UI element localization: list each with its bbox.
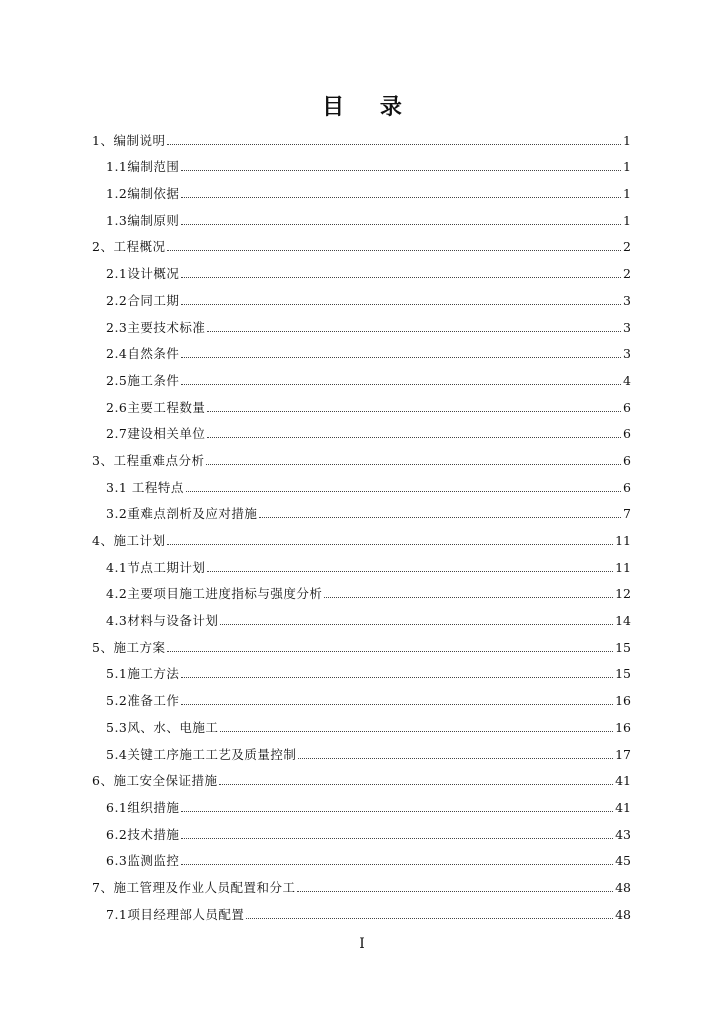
toc-entry-label: 3.2重难点剖析及应对措施: [106, 506, 258, 522]
toc-entry-page: 48: [615, 879, 631, 895]
toc-entry-page: 6: [623, 479, 631, 495]
toc-entry-label: 4、施工计划: [92, 533, 166, 548]
toc-dot-leader: [167, 544, 613, 545]
toc-dot-leader: [220, 731, 613, 732]
toc-entry-page: 15: [615, 639, 631, 655]
toc-entry-page: 1: [623, 186, 631, 202]
toc-subsection-entry[interactable]: [92, 844, 631, 871]
toc-entry-label: 2.7建设相关单位: [106, 426, 206, 442]
toc-subsection-entry[interactable]: [92, 390, 631, 417]
toc-dot-leader: [181, 224, 621, 225]
toc-dot-leader: [207, 571, 613, 572]
toc-entry-label: 2.3主要技术标准: [106, 319, 206, 335]
toc-entry-page: 6: [623, 426, 631, 442]
toc-entry-label: 3.1 工程特点: [106, 479, 184, 495]
toc-entry-label: 5、施工方案: [92, 639, 166, 655]
toc-entry-page: 1: [623, 212, 631, 228]
toc-subsection-entry[interactable]: [92, 710, 631, 737]
toc-dot-leader: [167, 250, 621, 251]
toc-entry-label: 3、工程重难点分析: [92, 452, 205, 468]
toc-entry-label: 1.1编制范围: [106, 159, 180, 175]
toc-entry-page: 48: [615, 906, 631, 922]
toc-dot-leader: [181, 170, 621, 171]
toc-entry-page: 11: [615, 533, 631, 548]
toc-dot-leader: [167, 651, 613, 652]
toc-entry-page: 16: [615, 693, 631, 709]
toc-section-entry[interactable]: [92, 123, 631, 150]
toc-entry-page: 6: [623, 452, 631, 468]
toc-entry-label: 2.1设计概况: [106, 266, 180, 282]
toc-section-entry[interactable]: [92, 443, 631, 470]
toc-subsection-entry[interactable]: [92, 310, 631, 337]
toc-entry-label: 4.3材料与设备计划: [106, 613, 219, 629]
toc-entry-label: 5.1施工方法: [106, 666, 180, 682]
toc-dot-leader: [219, 784, 613, 785]
toc-entry-label: 2.6主要工程数量: [106, 399, 206, 415]
toc-entry-label: 7、施工管理及作业人员配置和分工: [92, 879, 296, 895]
toc-dot-leader: [181, 677, 613, 678]
toc-entry-page: 2: [623, 239, 631, 255]
toc-entry-label: 5.2准备工作: [106, 693, 180, 709]
toc-entry-label: 5.3风、水、电施工: [106, 719, 219, 735]
toc-section-entry[interactable]: [92, 523, 631, 550]
toc-entry-label: 4.1节点工期计划: [106, 559, 206, 575]
table-of-contents: [92, 123, 631, 924]
toc-entry-label: 2.2合同工期: [106, 292, 180, 308]
toc-entry-page: 4: [623, 372, 631, 388]
toc-entry-page: 3: [623, 292, 631, 308]
toc-subsection-entry[interactable]: [92, 603, 631, 630]
toc-dot-leader: [259, 517, 621, 518]
toc-entry-label: 6、施工安全保证措施: [92, 773, 218, 789]
toc-entry-page: 16: [615, 719, 631, 735]
toc-entry-page: 17: [615, 746, 631, 762]
toc-entry-label: 6.1组织措施: [106, 799, 180, 815]
toc-entry-page: 41: [615, 799, 631, 815]
toc-section-entry[interactable]: [92, 764, 631, 791]
toc-dot-leader: [181, 811, 613, 812]
toc-entry-label: 1.3编制原则: [106, 212, 180, 228]
toc-dot-leader: [206, 464, 621, 465]
toc-subsection-entry[interactable]: [92, 897, 631, 924]
toc-section-entry[interactable]: [92, 230, 631, 257]
toc-dot-leader: [207, 331, 621, 332]
toc-subsection-entry[interactable]: [92, 737, 631, 764]
toc-dot-leader: [181, 838, 613, 839]
page-number: I: [359, 936, 365, 952]
toc-entry-page: 14: [615, 613, 631, 629]
toc-subsection-entry[interactable]: [92, 577, 631, 604]
toc-entry-label: 2.4自然条件: [106, 346, 180, 362]
toc-entry-page: 1: [623, 159, 631, 175]
toc-dot-leader: [324, 597, 613, 598]
toc-subsection-entry[interactable]: [92, 790, 631, 817]
toc-entry-label: 1、编制说明: [92, 132, 166, 148]
toc-section-entry[interactable]: [92, 870, 631, 897]
toc-dot-leader: [207, 437, 621, 438]
toc-entry-label: 4.2主要项目施工进度指标与强度分析: [106, 586, 323, 602]
toc-entry-page: 43: [615, 826, 631, 842]
toc-entry-label: 5.4关键工序施工工艺及质量控制: [106, 746, 297, 762]
toc-subsection-entry[interactable]: [92, 337, 631, 364]
page-title: 目 录: [322, 95, 416, 120]
toc-subsection-entry[interactable]: [92, 550, 631, 577]
toc-entry-label: 6.3监测监控: [106, 853, 180, 869]
toc-entry-page: 15: [615, 666, 631, 682]
toc-dot-leader: [181, 277, 621, 278]
toc-subsection-entry[interactable]: [92, 176, 631, 203]
toc-entry-page: 12: [615, 586, 631, 602]
toc-dot-leader: [220, 624, 613, 625]
toc-entry-label: 2、工程概况: [92, 239, 166, 255]
toc-entry-page: 41: [615, 773, 631, 789]
toc-entry-page: 6: [623, 399, 631, 415]
toc-subsection-entry[interactable]: [92, 417, 631, 444]
toc-dot-leader: [246, 918, 613, 919]
toc-dot-leader: [181, 357, 621, 358]
toc-entry-label: 7.1项目经理部人员配置: [106, 906, 245, 922]
toc-entry-label: 6.2技术措施: [106, 826, 180, 842]
toc-dot-leader: [181, 384, 621, 385]
toc-entry-page: 7: [623, 506, 631, 522]
toc-subsection-entry[interactable]: [92, 283, 631, 310]
toc-entry-page: 45: [615, 853, 631, 869]
toc-entry-page: 11: [615, 559, 631, 575]
toc-dot-leader: [186, 491, 621, 492]
toc-dot-leader: [181, 197, 621, 198]
toc-subsection-entry[interactable]: [92, 683, 631, 710]
toc-subsection-entry[interactable]: [92, 497, 631, 524]
toc-entry-page: 3: [623, 346, 631, 362]
toc-subsection-entry[interactable]: [92, 470, 631, 497]
toc-dot-leader: [181, 304, 621, 305]
toc-entry-label: 2.5施工条件: [106, 372, 180, 388]
toc-entry-page: 3: [623, 319, 631, 335]
toc-dot-leader: [181, 864, 613, 865]
toc-subsection-entry[interactable]: [92, 256, 631, 283]
toc-subsection-entry[interactable]: [92, 657, 631, 684]
toc-dot-leader: [181, 704, 613, 705]
toc-subsection-entry[interactable]: [92, 817, 631, 844]
toc-entry-page: 1: [623, 132, 631, 148]
toc-dot-leader: [167, 144, 621, 145]
toc-subsection-entry[interactable]: [92, 150, 631, 177]
toc-dot-leader: [297, 891, 613, 892]
toc-section-entry[interactable]: [92, 630, 631, 657]
toc-entry-page: 2: [623, 266, 631, 282]
toc-entry-label: 1.2编制依据: [106, 186, 180, 202]
toc-subsection-entry[interactable]: [92, 363, 631, 390]
toc-subsection-entry[interactable]: [92, 203, 631, 230]
toc-dot-leader: [298, 758, 613, 759]
toc-dot-leader: [207, 411, 621, 412]
